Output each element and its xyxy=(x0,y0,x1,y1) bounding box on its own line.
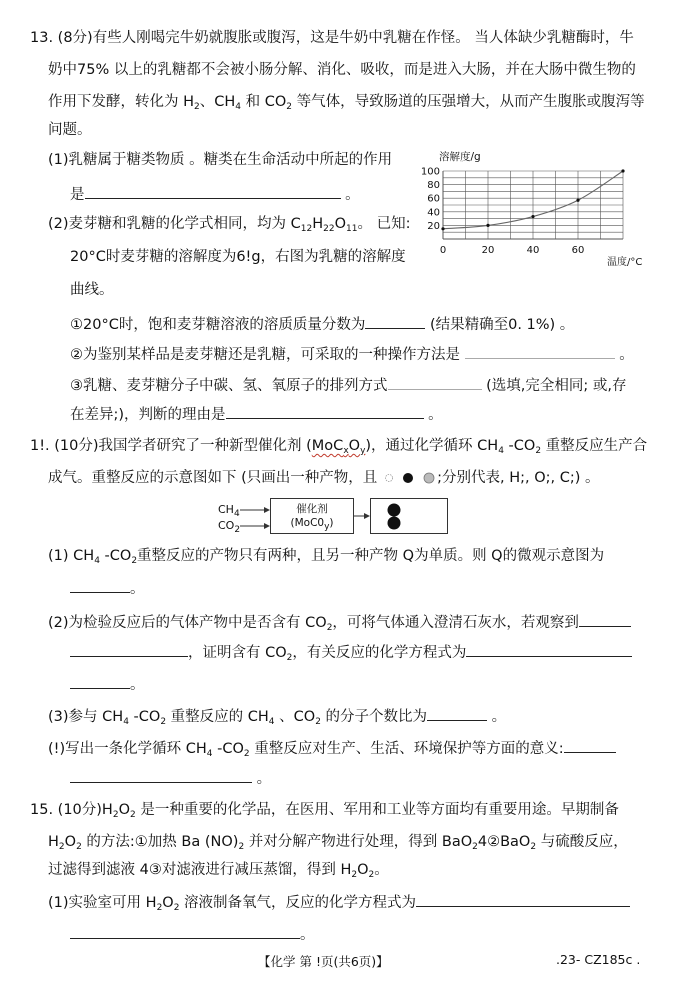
catalyst-label: 催化剂 xyxy=(296,503,328,515)
q15-line-1: 15. (10分)$H_2O_2$ 是一种重要的化学品，在医用、军用和工业等方面均有重要用途。早期制备 xyxy=(30,802,619,820)
answer-blank[interactable] xyxy=(85,184,341,199)
answer-blank[interactable] xyxy=(466,642,632,657)
product-arrow xyxy=(354,496,370,542)
q15-part1: (1)实验室可用 $H_2O_2$ 溶液制备氧气，反应的化学方程式为 xyxy=(48,892,630,913)
solubility-chart xyxy=(415,146,655,270)
reaction-diagram xyxy=(214,496,454,542)
q14-line-1: 1!. (10分)我国学者研究了一种新型催化剂 $(MoC_xO_y)$，通过化学循环 $CH_4$ $-CO_2$ 重整反应生产合 xyxy=(30,438,648,456)
hydrogen-atom-symbol xyxy=(382,471,396,485)
chart-ytick-label: 60 xyxy=(427,193,440,205)
carbon-atom-symbol xyxy=(421,471,437,485)
q14-part4: (!)写出一条化学循环 $CH_4$ $-CO_2$ 重整反应对生产、生活、环境保护等方面的意义: xyxy=(48,738,616,759)
answer-blank[interactable] xyxy=(70,642,188,657)
q15-part1-line-2: 。 xyxy=(70,924,315,945)
answer-blank[interactable] xyxy=(465,344,615,359)
q13-part2-line-3: 曲线。 xyxy=(70,282,114,298)
q13-sub3-line-2: 在差异;)，判断的理由是 。 xyxy=(70,404,443,425)
answer-blank[interactable] xyxy=(70,768,252,783)
chart-ytick-label: 80 xyxy=(427,180,440,192)
q14-part2-line-2: ，证明含有 $CO_2$，有关反应的化学方程式为 xyxy=(70,642,632,663)
chart-xtick-label: 20 xyxy=(481,245,495,256)
q14-part3: (3)参与 $CH_4$ $-CO_2$ 重整反应的 $CH_4$ 、$CO_2$ 的分子个数比为 。 xyxy=(48,706,506,727)
reactant-co2-label: $CO_2$ xyxy=(218,519,241,535)
q15-line-2: $H_2O_2$ 的方法:①加热 Ba $(NO)_2$ 并对分解产物进行处理，得到 BaO$_2$4②BaO$_2$ 与硫酸反应， xyxy=(48,834,628,852)
answer-blank[interactable] xyxy=(70,674,130,689)
q13-line-1: 13. (8分)有些人刚喝完牛奶就腹胀或腹泻，这是牛奶中乳糖在作怪。 当人体缺少乳糖酶时，牛 xyxy=(30,30,634,46)
q13-sub2: ②为鉴别某样品是麦芽糖还是乳糖，可采取的一种操作方法是 。 xyxy=(70,344,634,365)
chart-grid xyxy=(443,171,623,239)
chart-ylabel: 溶解度/g xyxy=(439,151,481,163)
q14-part1-answer: 。 xyxy=(70,578,145,599)
q13-sub1: ①20°C时，饱和麦芽糖溶液的溶质质量分数为 (结果精确至0. 1%) 。 xyxy=(70,314,574,335)
chart-xtick-label: 40 xyxy=(526,245,540,256)
chart-ytick-label: 100 xyxy=(420,166,440,178)
q14-part2-line-3: 。 xyxy=(70,674,145,695)
chart-data-point xyxy=(576,199,579,202)
chart-xtick-label: 60 xyxy=(571,245,585,256)
product-box xyxy=(370,498,448,534)
q14-line-2: 成气。重整反应的示意图如下 (只画出一种产物，且 ;分别代表, H;, O;, C;) 。 xyxy=(48,470,600,486)
reactant-arrows xyxy=(240,496,270,542)
answer-blank[interactable] xyxy=(70,924,300,939)
answer-blank[interactable] xyxy=(564,738,616,753)
q13-line-3: 作用下发酵，转化为 $H_2$、$CH_4$ 和 $CO_2$ 等气体，导致肠道的压强增大，从而产生腹胀或腹泻等 xyxy=(48,94,645,112)
page-footer-right: .23- CZ185c . xyxy=(556,952,641,967)
answer-blank[interactable] xyxy=(427,706,487,721)
catalyst-box xyxy=(270,498,354,534)
answer-blank[interactable] xyxy=(388,375,482,390)
catalyst-formula: $(MoC0_y)$ xyxy=(290,517,334,532)
q14-part2: (2)为检验反应后的气体产物中是否含有 $CO_2$，可将气体通入澄清石灰水，若观察到 xyxy=(48,612,631,633)
q13-line-2: 奶中75% 以上的乳糖都不会被小肠分解、消化、吸收，而是进入大肠，并在大肠中微生物的 xyxy=(48,62,636,78)
oxygen-atom-symbol xyxy=(400,471,416,485)
q13-part1: (1)乳糖属于糖类物质 。糖类在生命活动中所起的作用 xyxy=(48,152,393,168)
chart-tick-labels xyxy=(421,167,584,257)
chart-data-point xyxy=(441,227,444,230)
q13-part1-answer: 是 。 xyxy=(70,184,360,205)
answer-blank[interactable] xyxy=(579,612,631,627)
q13-part2: (2)麦芽糖和乳糖的化学式相同，均为 $C_{12}H_{22}O_{11}$。 已知: xyxy=(48,216,411,234)
q14-part1: (1) $CH_4$ $-CO_2$重整反应的产物只有两种，且另一种产物 Q为单质。则 Q的微观示意图为 xyxy=(48,548,605,566)
chart-data-point xyxy=(531,215,534,218)
page-footer-left: 【化学 第 !页(共6页)】 xyxy=(258,954,389,969)
chart-ytick-label: 20 xyxy=(427,220,440,232)
q13-part2-line-2: 20°C时麦芽糖的溶解度为6!g，右图为乳糖的溶解度 xyxy=(70,249,406,265)
answer-blank[interactable] xyxy=(70,578,130,593)
q13-line-4: 问题。 xyxy=(48,122,92,138)
chart-ytick-label: 40 xyxy=(427,207,440,219)
co-molecule-icon xyxy=(385,501,405,533)
chart-xtick-label: 0 xyxy=(439,245,447,256)
answer-blank[interactable] xyxy=(416,892,630,907)
answer-blank[interactable] xyxy=(365,314,425,329)
q13-sub3: ③乳糖、麦芽糖分子中碳、氢、氧原子的排列方式 (选填,完全相同; 或,存 xyxy=(70,375,626,396)
answer-blank[interactable] xyxy=(226,404,424,419)
chart-data-point xyxy=(621,169,624,172)
reactant-ch4-label: $CH_4$ xyxy=(218,503,240,519)
q15-line-3: 过滤得到滤液 4③对滤液进行减压蒸馏，得到 $H_2O_2$。 xyxy=(48,862,389,880)
chart-data-point xyxy=(486,224,489,227)
chart-xlabel: 温度/°C xyxy=(607,257,643,268)
q14-part4-line-2: 。 xyxy=(70,768,271,789)
